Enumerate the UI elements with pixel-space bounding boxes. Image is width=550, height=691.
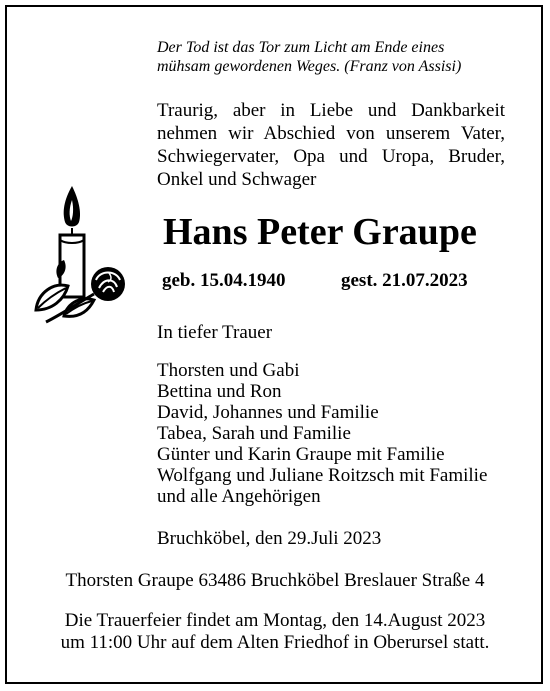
contact-address: Thorsten Graupe 63486 Bruchköbel Breslauer Straße 4 [65,570,485,591]
list-item: Tabea, Sarah und Familie [157,423,351,444]
intro-text [157,99,505,191]
list-item: David, Johannes und Familie [157,402,379,423]
mourning-header: In tiefer Trauer [157,322,273,343]
intro-line: nehmen wir Abschied von unserem Vater, [157,123,505,144]
place-and-date: Bruchköbel, den 29.Juli 2023 [157,528,382,549]
intro-line: Onkel und Schwager [157,169,317,190]
list-item: Wolfgang und Juliane Roitzsch mit Familie [157,465,488,486]
ceremony-info [0,610,550,654]
list-item: Günter und Karin Graupe mit Familie [157,444,445,465]
list-item: und alle Angehörigen [157,486,321,507]
list-item: Bettina und Ron [157,381,282,402]
quote-line: mühsam gewordenen Weges. (Franz von Assisi) [157,58,462,75]
ceremony-line: Die Trauerfeier findet am Montag, den 14.August 2023 [64,610,486,631]
epigraph-quote [157,38,517,76]
intro-line: Schwiegervater, Opa und Uropa, Bruder, [157,146,505,167]
candle-with-rose-icon [28,182,136,330]
intro-line: Traurig, aber in Liebe und Dankbarkeit [157,100,505,121]
ceremony-line: um 11:00 Uhr auf dem Alten Friedhof in Oberursel statt. [60,632,490,653]
birth-date: geb. 15.04.1940 [162,270,286,291]
death-date: gest. 21.07.2023 [341,270,468,291]
quote-line: Der Tod ist das Tor zum Licht am Ende eines [157,39,445,56]
deceased-name: Hans Peter Graupe [163,211,477,253]
mourners-list [157,360,487,507]
list-item: Thorsten und Gabi [157,360,300,381]
